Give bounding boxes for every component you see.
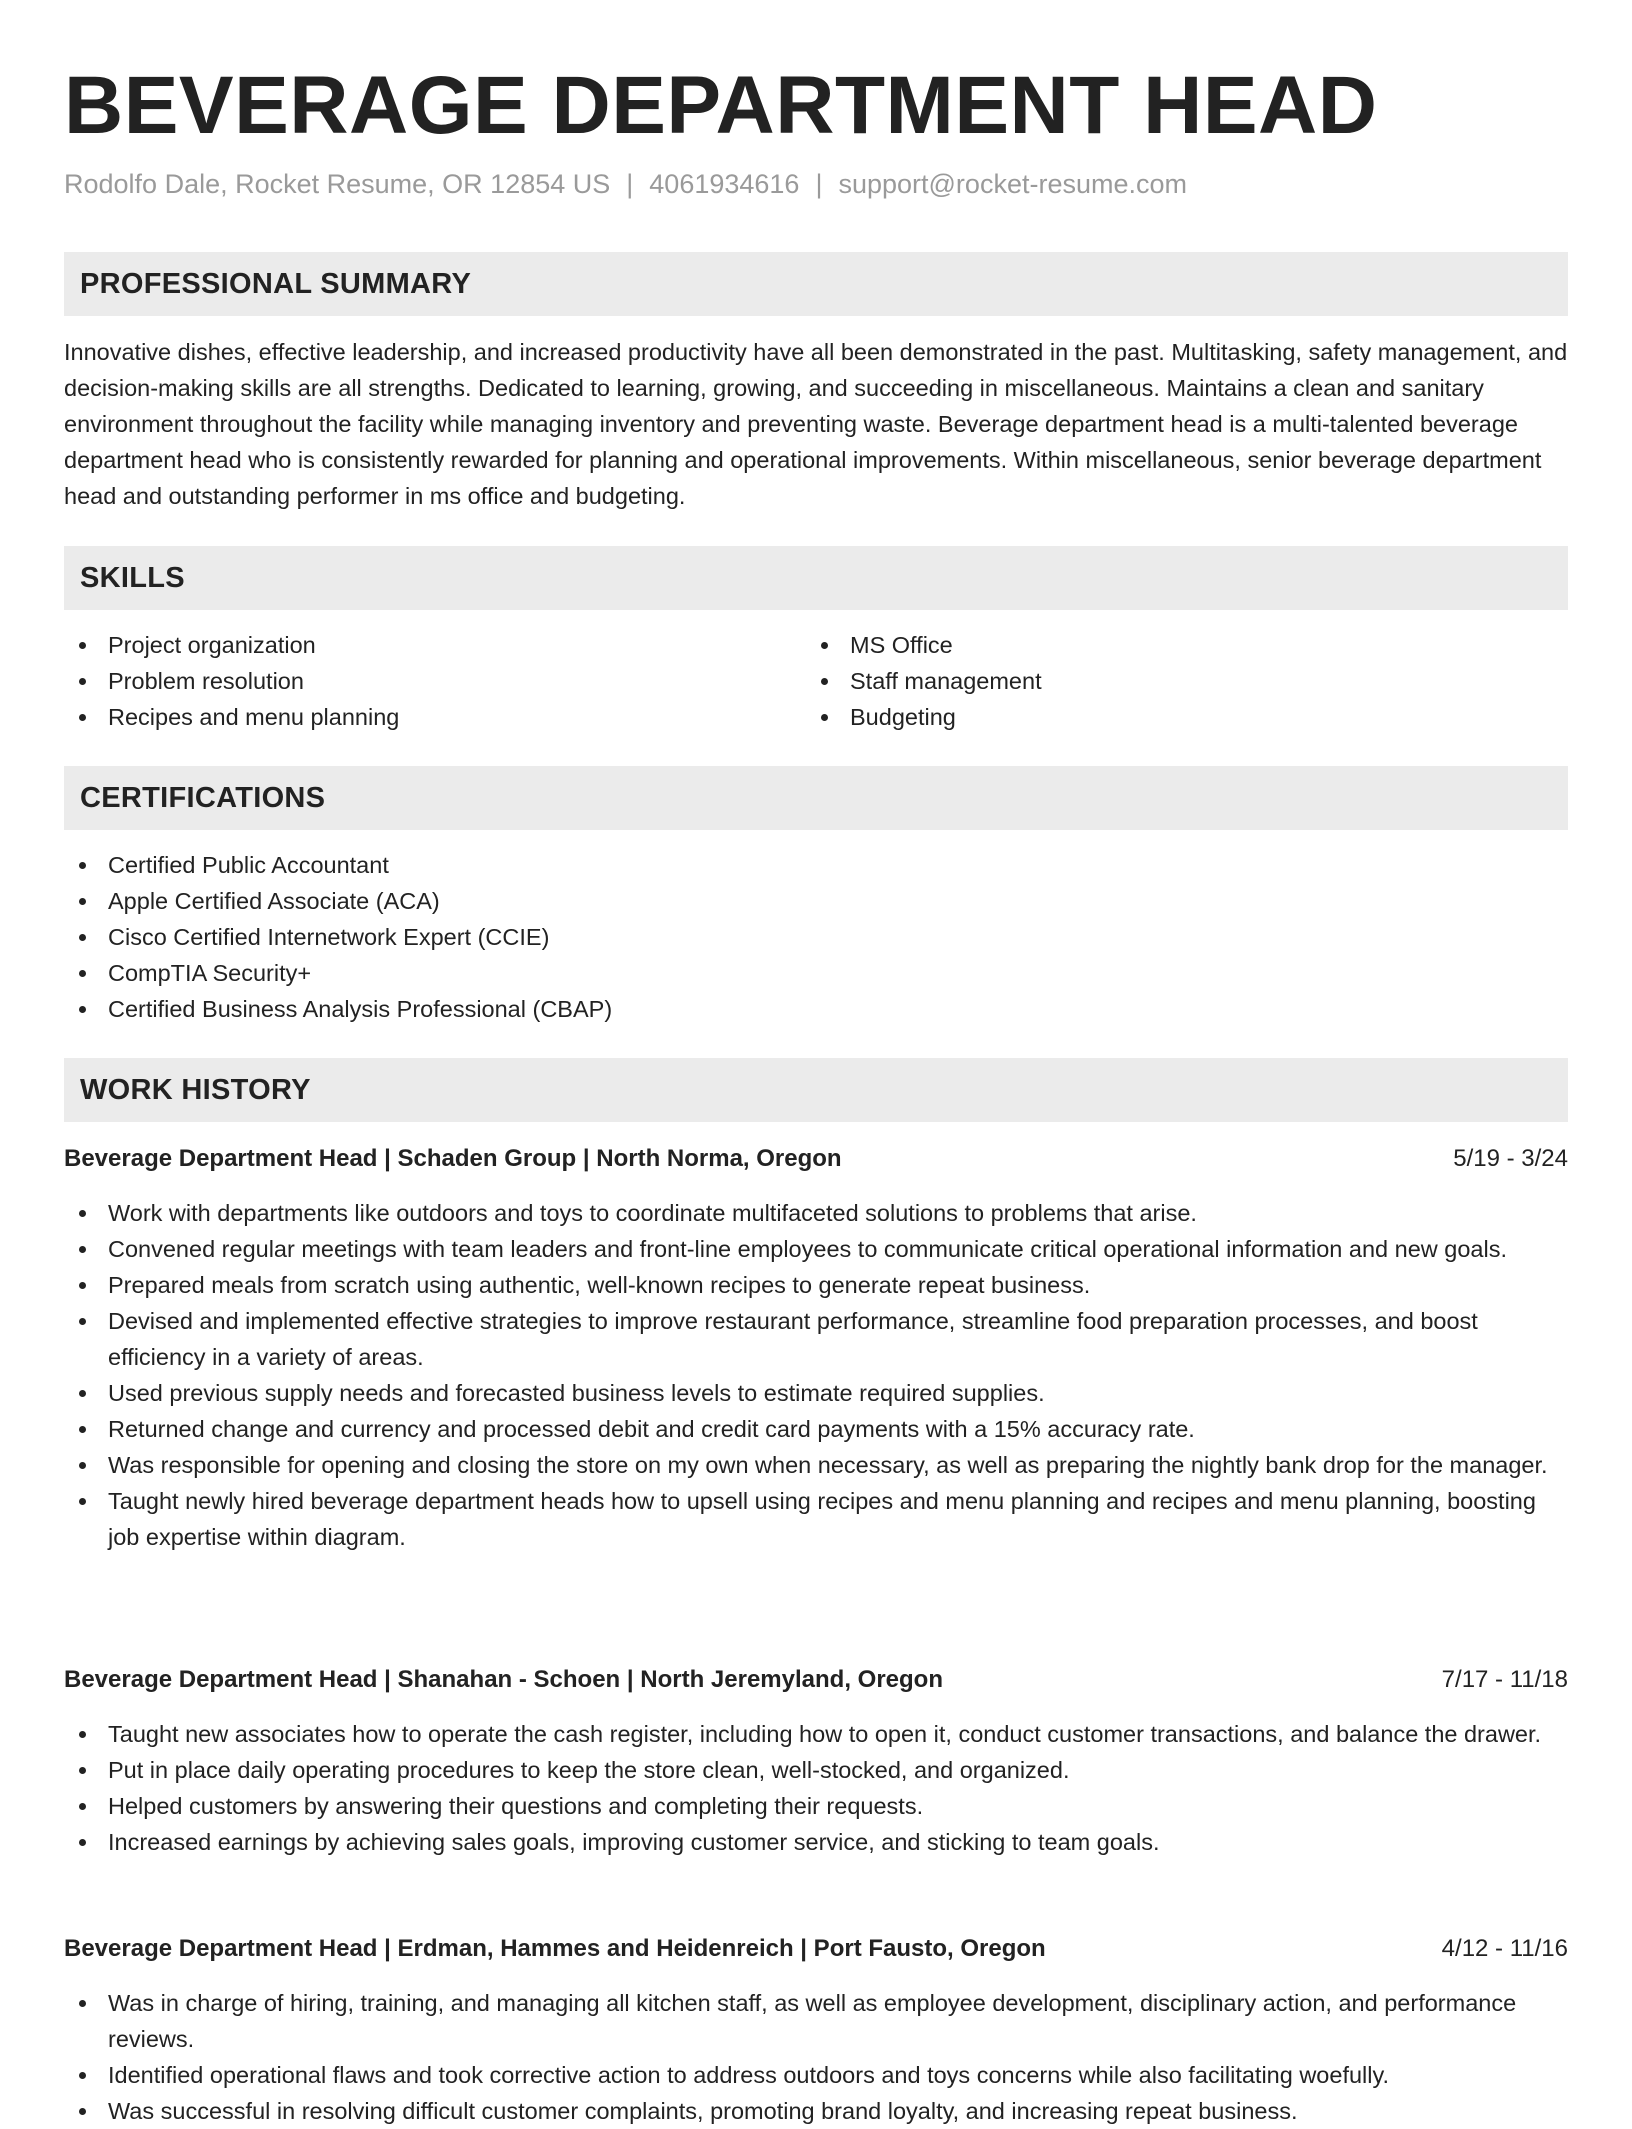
job-bullets <box>64 1716 1568 1860</box>
work-history-heading: WORK HISTORY <box>80 1074 311 1106</box>
skills-section-header <box>64 546 1568 610</box>
job-bullet: Increased earnings by achieving sales goals, improving customer service, and sticking to team goals. <box>64 1824 1568 1860</box>
skills-heading: SKILLS <box>80 562 185 594</box>
job-bullet: Was successful in resolving difficult customer complaints, promoting brand loyalty, and increasing repeat business. <box>64 2093 1568 2129</box>
contact-email: support@rocket-resume.com <box>838 169 1187 199</box>
resume-title: BEVERAGE DEPARTMENT HEAD <box>64 60 1378 151</box>
contact-line <box>64 166 1187 202</box>
certification-item: CompTIA Security+ <box>64 955 1568 991</box>
job-title: Beverage Department Head | Schaden Group | North Norma, Oregon <box>64 1145 842 1172</box>
job-bullet: Taught new associates how to operate the cash register, including how to open it, conduct customer transactions, and balance the drawer. <box>64 1716 1568 1752</box>
skill-item: Budgeting <box>806 699 1506 735</box>
job-dates: 5/19 - 3/24 <box>1453 1145 1568 1172</box>
job-bullets <box>64 1195 1568 1555</box>
skill-item: Project organization <box>64 627 764 663</box>
contact-separator: | <box>815 169 823 199</box>
job-dates: 7/17 - 11/18 <box>1441 1666 1568 1693</box>
summary-section-header <box>64 252 1568 316</box>
job-header <box>64 1141 1568 1177</box>
certification-item: Certified Business Analysis Professional (CBAP) <box>64 991 1568 1027</box>
job-bullet: Returned change and currency and processed debit and credit card payments with a 15% accuracy rate. <box>64 1411 1568 1447</box>
certifications-heading: CERTIFICATIONS <box>80 782 326 814</box>
job-bullet: Taught newly hired beverage department heads how to upsell using recipes and menu planning and recipes and menu planning, boosting job expertise within diagram. <box>64 1483 1568 1555</box>
skills-column-right <box>806 627 1506 735</box>
skill-item: Staff management <box>806 663 1506 699</box>
job-bullet: Prepared meals from scratch using authentic, well-known recipes to generate repeat business. <box>64 1267 1568 1303</box>
certifications-section-header <box>64 766 1568 830</box>
certifications-list <box>64 847 1568 1027</box>
certification-item: Certified Public Accountant <box>64 847 1568 883</box>
contact-phone: 4061934616 <box>649 169 800 199</box>
job-bullet: Convened regular meetings with team leaders and front-line employees to communicate critical operational information and new goals. <box>64 1231 1568 1267</box>
job-header <box>64 1931 1568 1967</box>
job-bullet: Helped customers by answering their questions and completing their requests. <box>64 1788 1568 1824</box>
contact-separator: | <box>626 169 634 199</box>
job-bullet: Devised and implemented effective strategies to improve restaurant performance, streamline food preparation processes, and boost efficiency in a variety of areas. <box>64 1303 1568 1375</box>
skill-item: MS Office <box>806 627 1506 663</box>
certification-item: Cisco Certified Internetwork Expert (CCIE) <box>64 919 1568 955</box>
job-header <box>64 1662 1568 1698</box>
job-title: Beverage Department Head | Erdman, Hammes and Heidenreich | Port Fausto, Oregon <box>64 1935 1046 1962</box>
job-bullet: Work with departments like outdoors and toys to coordinate multifaceted solutions to problems that arise. <box>64 1195 1568 1231</box>
job-dates: 4/12 - 11/16 <box>1441 1935 1568 1962</box>
work-history-section-header <box>64 1058 1568 1122</box>
skill-item: Problem resolution <box>64 663 764 699</box>
job-bullet: Was responsible for opening and closing the store on my own when necessary, as well as preparing the nightly bank drop for the manager. <box>64 1447 1568 1483</box>
job-bullet: Was in charge of hiring, training, and managing all kitchen staff, as well as employee development, disciplinary action, and performance reviews. <box>64 1985 1568 2057</box>
contact-address: Rodolfo Dale, Rocket Resume, OR 12854 US <box>64 169 611 199</box>
job-bullet: Used previous supply needs and forecasted business levels to estimate required supplies. <box>64 1375 1568 1411</box>
job-bullet: Identified operational flaws and took corrective action to address outdoors and toys concerns while also facilitating woefully. <box>64 2057 1568 2093</box>
skills-column-left <box>64 627 764 735</box>
summary-text: Innovative dishes, effective leadership, and increased productivity have all been demonstrated in the past. Multitasking, safety management, and decision-making skills are all strengths. Dedicated to learning, growing, and succeeding in miscellaneous. Maintains a clean and sanitary environment throughout the facility while managing inventory and preventing waste. Beverage department head is a multi-talented beverage department head who is consistently rewarded for planning and operational improvements. Within miscellaneous, senior beverage department head and outstanding performer in ms office and budgeting. <box>64 339 1568 509</box>
job-title: Beverage Department Head | Shanahan - Schoen | North Jeremyland, Oregon <box>64 1666 943 1693</box>
skill-item: Recipes and menu planning <box>64 699 764 735</box>
certification-item: Apple Certified Associate (ACA) <box>64 883 1568 919</box>
job-bullets <box>64 1985 1568 2129</box>
summary-heading: PROFESSIONAL SUMMARY <box>80 268 472 300</box>
job-bullet: Put in place daily operating procedures to keep the store clean, well-stocked, and organized. <box>64 1752 1568 1788</box>
